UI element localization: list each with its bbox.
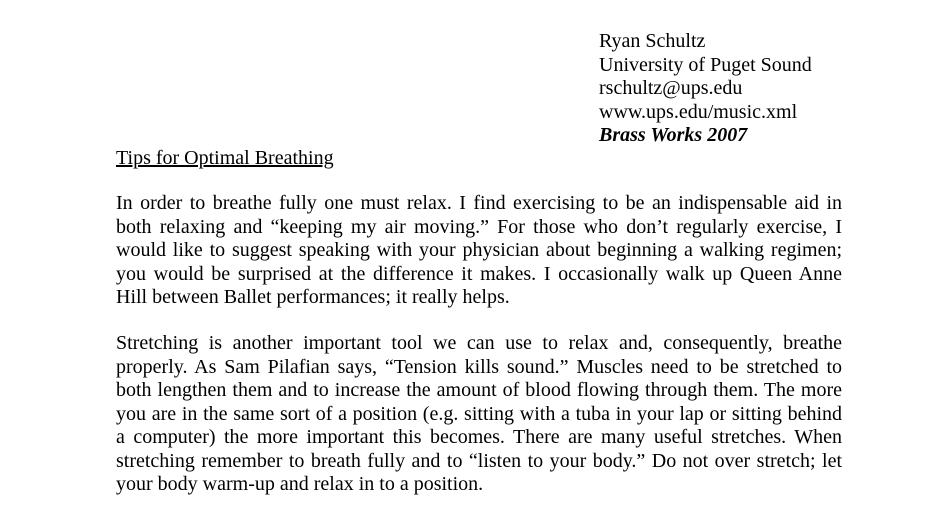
paragraph-exercise — [116, 192, 842, 310]
paragraph-line: you are in the same sort of a position (e.g. sitting with a tuba in your lap or sitting behind — [116, 402, 842, 425]
paragraph-line: you would be surprised at the difference it makes. I occasionally walk up Queen Anne — [116, 262, 842, 285]
paragraph-line: Hill between Ballet performances; it really helps. — [116, 286, 510, 308]
author-name: Ryan Schultz — [599, 30, 706, 52]
paragraph-line: In order to breathe fully one must relax. I find exercising to be an indispensable aid in — [116, 192, 842, 214]
paragraph-line: both relaxing and “keeping my air moving.” For those who don’t regularly exercise, I — [116, 215, 842, 238]
paragraph-line: stretching remember to breath fully and to “listen to your body.” Do not over stretch; let — [116, 449, 842, 472]
author-website: www.ups.edu/music.xml — [599, 100, 798, 123]
author-email: rschultz@ups.edu — [599, 77, 743, 99]
author-info — [599, 30, 812, 148]
paragraph-line: a computer) the more important this becomes. There are many useful stretches. When — [116, 426, 842, 448]
event-title: Brass Works 2007 — [599, 124, 748, 146]
paragraph-line: your body warm-up and relax in to a position. — [116, 473, 484, 495]
author-institution: University of Puget Sound — [599, 53, 812, 76]
paragraph-line: properly. As Sam Pilafian says, “Tension kills sound.” Muscles need to be stretched to — [116, 355, 842, 378]
paragraph-line: would like to suggest speaking with your physician about beginning a walking regimen; — [116, 239, 842, 261]
paragraph-stretching — [116, 332, 842, 497]
section-heading: Tips for Optimal Breathing — [116, 147, 334, 169]
paragraph-line: Stretching is another important tool we can use to relax and, consequently, breathe — [116, 332, 842, 354]
paragraph-line: both lengthen them and to increase the amount of blood flowing through them. The more — [116, 379, 842, 401]
